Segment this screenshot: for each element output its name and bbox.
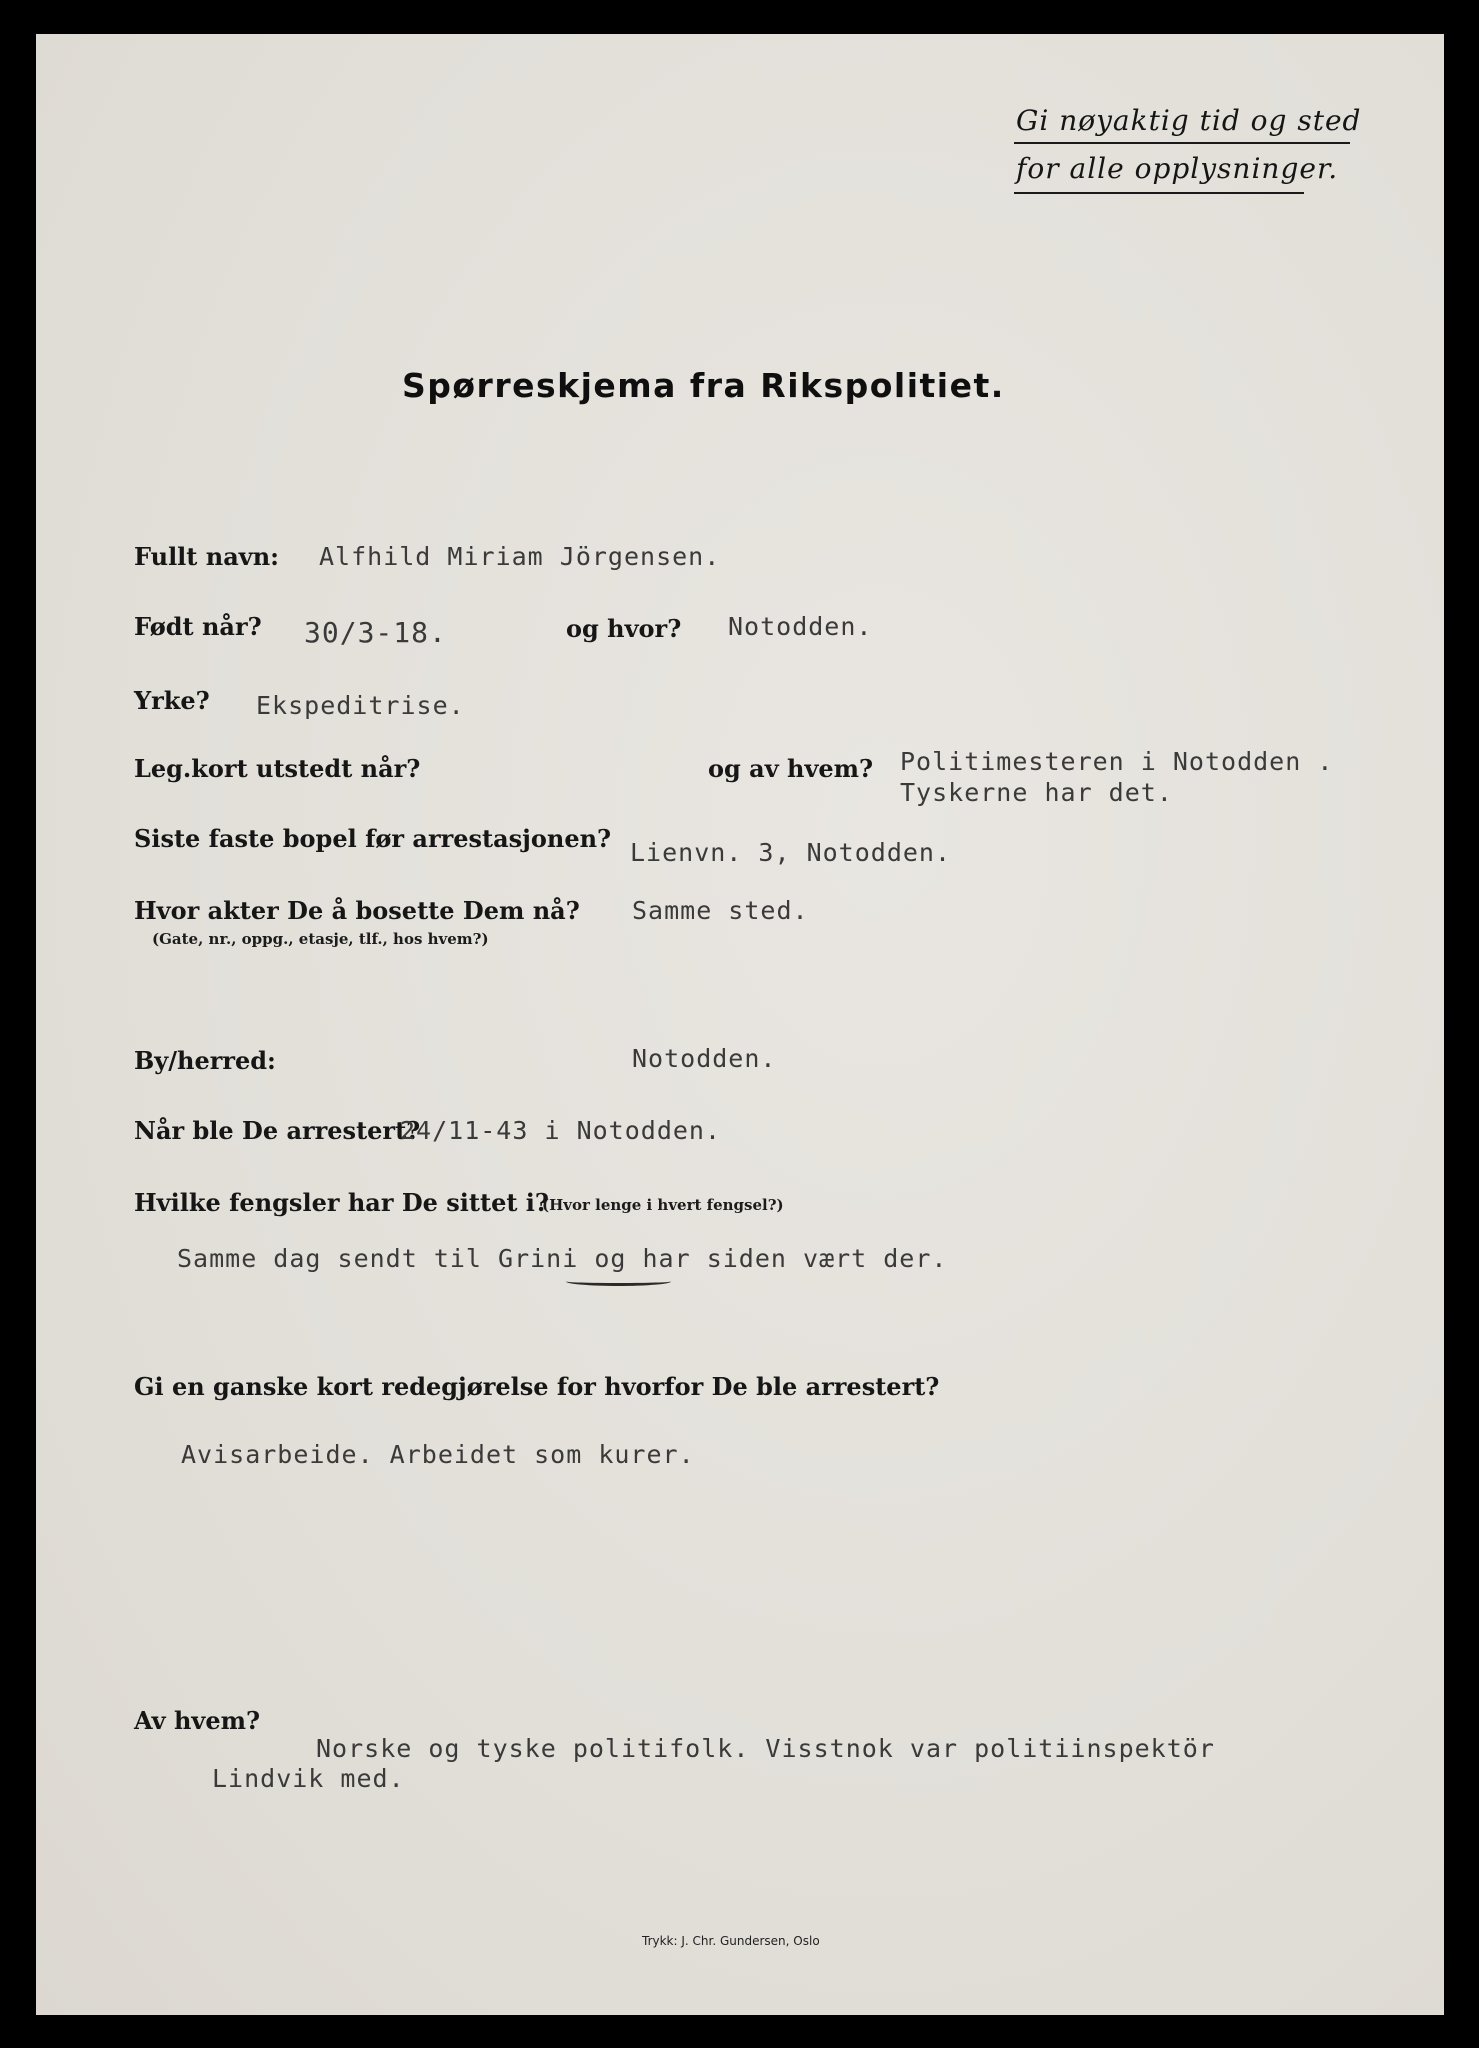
notice-rule-1 [1014, 142, 1350, 144]
arrested-when-label: Når ble De arrestert? [134, 1116, 421, 1145]
occupation-value: Ekspeditrise. [256, 691, 465, 720]
form-title: Spørreskjema fra Rikspolitiet. [402, 366, 1005, 405]
by-whom-value-2: Lindvik med. [212, 1764, 405, 1793]
printer-imprint: Trykk: J. Chr. Gundersen, Oslo [642, 1934, 820, 1948]
last-residence-label: Siste faste bopel før arrestasjonen? [134, 824, 612, 853]
last-residence-value: Lienvn. 3, Notodden. [630, 838, 952, 867]
full-name-value: Alfhild Miriam Jörgensen. [319, 542, 721, 571]
pen-underline-mark [566, 1277, 671, 1286]
by-whom-value-1: Norske og tyske politifolk. Visstnok var politiinspektör [316, 1734, 1215, 1763]
born-where-label: og hvor? [566, 614, 682, 643]
notice-line-2: for alle opplysninger. [1016, 152, 1339, 185]
full-name-label: Fullt navn: [134, 542, 279, 571]
born-when-label: Født når? [134, 612, 262, 641]
prisons-sublabel: (Hvor lenge i hvert fengsel?) [542, 1196, 784, 1214]
by-whom-label: Av hvem? [134, 1706, 261, 1735]
notice-rule-2 [1014, 192, 1304, 194]
settle-where-label: Hvor akter De å bosette Dem nå? [134, 896, 580, 925]
occupation-label: Yrke? [134, 686, 210, 715]
born-when-value: 30/3-18. [304, 616, 447, 649]
settle-where-value: Samme sted. [632, 896, 809, 925]
id-issued-by-value-1: Politimesteren i Notodden . [900, 747, 1334, 776]
id-issued-when-label: Leg.kort utstedt når? [134, 754, 421, 783]
municipality-value: Notodden. [632, 1044, 777, 1073]
id-issued-by-value-2: Tyskerne har det. [900, 778, 1173, 807]
settle-where-sublabel: (Gate, nr., oppg., etasje, tlf., hos hvem?) [152, 930, 489, 948]
notice-line-1: Gi nøyaktig tid og sted [1016, 104, 1362, 137]
arrested-when-value: 24/11-43 i Notodden. [400, 1116, 722, 1145]
document-page [36, 34, 1444, 2015]
reason-label: Gi en ganske kort redegjørelse for hvorfor De ble arrestert? [134, 1372, 940, 1401]
id-issued-by-label: og av hvem? [708, 754, 874, 783]
prisons-value: Samme dag sendt til Grini og har siden vært der. [177, 1244, 948, 1273]
born-where-value: Notodden. [728, 612, 873, 641]
reason-value: Avisarbeide. Arbeidet som kurer. [181, 1440, 695, 1469]
prisons-label: Hvilke fengsler har De sittet i? [134, 1188, 549, 1217]
municipality-label: By/herred: [134, 1046, 276, 1075]
